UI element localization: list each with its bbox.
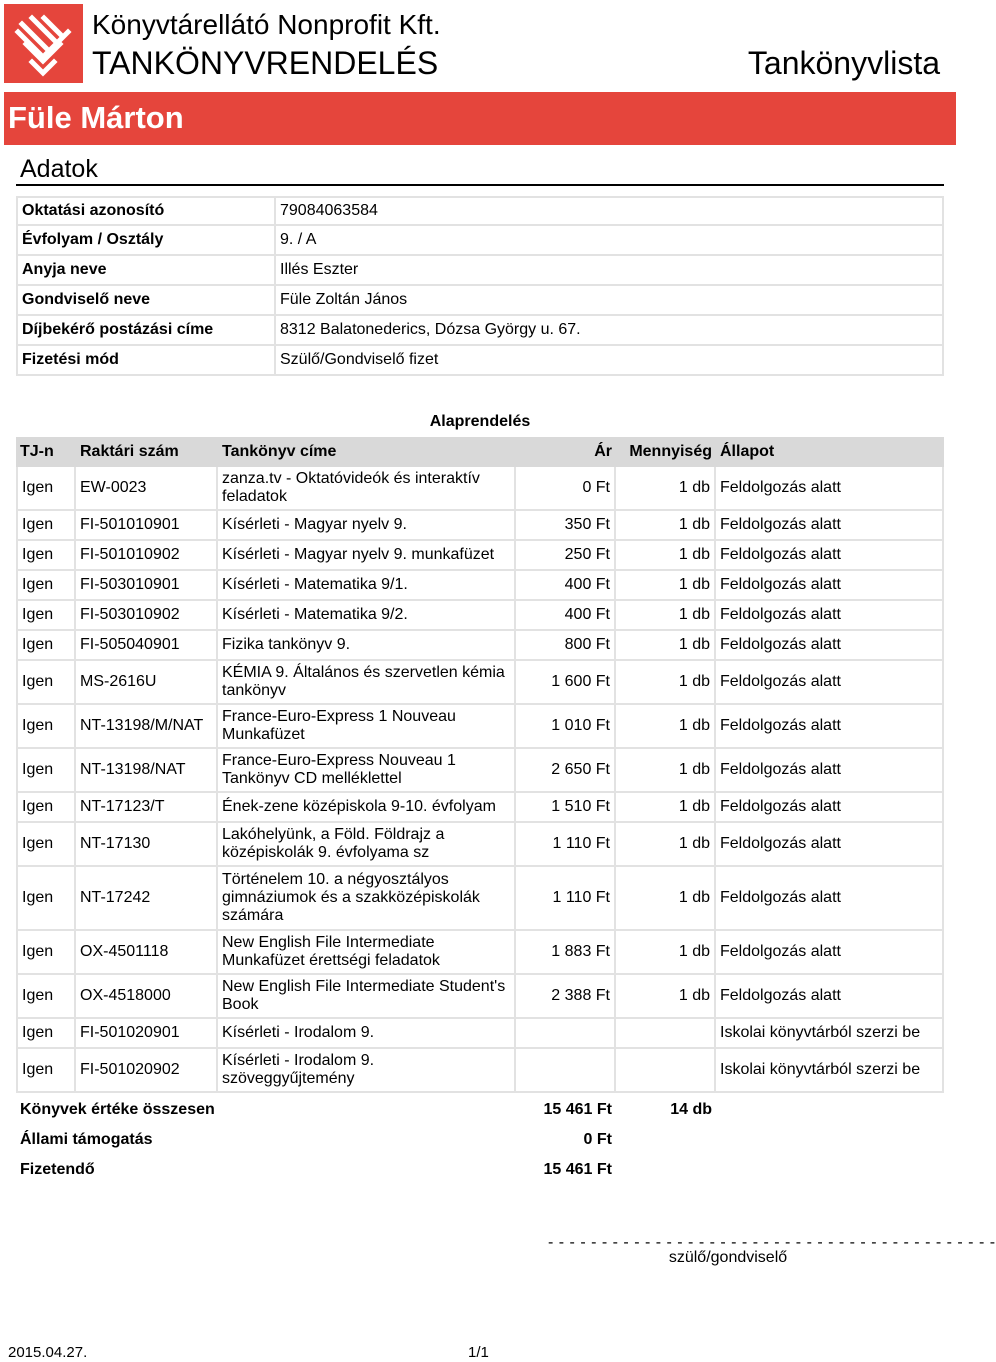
student-name: Füle Márton — [8, 100, 184, 135]
cell-tjn: Igen — [16, 467, 76, 511]
table-row — [16, 931, 944, 975]
cell-status: Feldolgozás alatt — [716, 867, 944, 931]
cell-title: New English File Intermediate Student's Book — [218, 975, 516, 1019]
table-row — [16, 467, 944, 511]
cell-price: 1 883 Ft — [516, 931, 616, 975]
cell-price: 2 388 Ft — [516, 975, 616, 1019]
signature-line: - - - - - - - - - - - - - - - - - - - - - - - - - - - - - - - - - - - - - - - - - - — [548, 1234, 996, 1251]
table-row — [16, 511, 944, 541]
cell-title: Kísérleti - Matematika 9/1. — [218, 571, 516, 601]
cell-title: Kísérleti - Magyar nyelv 9. munkafüzet — [218, 541, 516, 571]
detail-row — [16, 286, 944, 316]
cell-status: Feldolgozás alatt — [716, 571, 944, 601]
detail-value: Illés Eszter — [276, 256, 944, 286]
cell-qty: 1 db — [616, 867, 716, 931]
detail-value: 79084063584 — [276, 196, 944, 226]
total-books-qty: 14 db — [670, 1101, 712, 1118]
detail-value: Szülő/Gondviselő fizet — [276, 346, 944, 376]
cell-tjn: Igen — [16, 601, 76, 631]
cell-status: Feldolgozás alatt — [716, 467, 944, 511]
cell-tjn: Igen — [16, 1049, 76, 1093]
table-row — [16, 601, 944, 631]
footer-page-number: 1/1 — [468, 1344, 489, 1361]
cell-status: Iskolai könyvtárból szerzi be — [716, 1019, 944, 1049]
cell-qty: 1 db — [616, 931, 716, 975]
cell-tjn: Igen — [16, 793, 76, 823]
cell-qty: 1 db — [616, 467, 716, 511]
cell-price: 250 Ft — [516, 541, 616, 571]
cell-code: EW-0023 — [76, 467, 218, 511]
table-row — [16, 823, 944, 867]
detail-label: Anyja neve — [16, 256, 276, 286]
cell-price: 1 110 Ft — [516, 823, 616, 867]
cell-tjn: Igen — [16, 1019, 76, 1049]
table-header-row — [16, 437, 944, 467]
column-header-qty: Mennyiség — [616, 437, 716, 467]
section-divider — [16, 184, 944, 186]
organization-name: Könyvtárellátó Nonprofit Kft. — [92, 9, 441, 40]
student-details-table — [16, 196, 944, 376]
cell-title: Fizika tankönyv 9. — [218, 631, 516, 661]
cell-status: Feldolgozás alatt — [716, 661, 944, 705]
cell-status: Feldolgozás alatt — [716, 631, 944, 661]
cell-code: FI-505040901 — [76, 631, 218, 661]
detail-label: Oktatási azonosító — [16, 196, 276, 226]
cell-status: Feldolgozás alatt — [716, 793, 944, 823]
cell-code: FI-503010902 — [76, 601, 218, 631]
cell-qty: 1 db — [616, 661, 716, 705]
cell-tjn: Igen — [16, 975, 76, 1019]
signature-label: szülő/gondviselő — [668, 1249, 788, 1266]
cell-title: Kísérleti - Irodalom 9. szöveggyűjtemény — [218, 1049, 516, 1093]
cell-code: NT-17130 — [76, 823, 218, 867]
cell-price: 2 650 Ft — [516, 749, 616, 793]
cell-status: Feldolgozás alatt — [716, 511, 944, 541]
cell-qty: 1 db — [616, 705, 716, 749]
cell-qty — [616, 1049, 716, 1093]
cell-price: 1 010 Ft — [516, 705, 616, 749]
cell-qty: 1 db — [616, 975, 716, 1019]
cell-qty: 1 db — [616, 793, 716, 823]
cell-price: 1 110 Ft — [516, 867, 616, 931]
column-header-code: Raktári szám — [76, 437, 218, 467]
logo-mark — [4, 4, 83, 83]
table-row — [16, 541, 944, 571]
cell-title: KÉMIA 9. Általános és szervetlen kémia tankönyv — [218, 661, 516, 705]
cell-qty: 1 db — [616, 601, 716, 631]
detail-row — [16, 316, 944, 346]
detail-row — [16, 196, 944, 226]
cell-qty: 1 db — [616, 541, 716, 571]
cell-code: OX-4518000 — [76, 975, 218, 1019]
cell-code: MS-2616U — [76, 661, 218, 705]
cell-qty: 1 db — [616, 631, 716, 661]
column-header-title: Tankönyv címe — [218, 437, 516, 467]
detail-label: Fizetési mód — [16, 346, 276, 376]
cell-status: Feldolgozás alatt — [716, 975, 944, 1019]
document-title: Tankönyvlista — [747, 45, 940, 81]
detail-value: 8312 Balatonederics, Dózsa György u. 67. — [276, 316, 944, 346]
cell-code: FI-501010902 — [76, 541, 218, 571]
cell-code: NT-13198/NAT — [76, 749, 218, 793]
cell-title: Kísérleti - Irodalom 9. — [218, 1019, 516, 1049]
cell-tjn: Igen — [16, 867, 76, 931]
cell-tjn: Igen — [16, 661, 76, 705]
student-banner — [4, 92, 956, 145]
cell-title: New English File Intermediate Munkafüzet érettségi feladatok — [218, 931, 516, 975]
cell-code: OX-4501118 — [76, 931, 218, 975]
book-order-table — [16, 437, 944, 1093]
cell-title: Történelem 10. a négyosztályos gimnáziumok és a szakközépiskolák számára — [218, 867, 516, 931]
cell-price: 1 600 Ft — [516, 661, 616, 705]
cell-qty: 1 db — [616, 749, 716, 793]
cell-code: FI-503010901 — [76, 571, 218, 601]
cell-title: Lakóhelyünk, a Föld. Földrajz a középiskolák 9. évfolyama sz — [218, 823, 516, 867]
detail-label: Évfolyam / Osztály — [16, 226, 276, 256]
payable-label: Fizetendő — [20, 1161, 95, 1178]
cell-code: FI-501020901 — [76, 1019, 218, 1049]
cell-tjn: Igen — [16, 749, 76, 793]
cell-tjn: Igen — [16, 541, 76, 571]
cell-code: NT-13198/M/NAT — [76, 705, 218, 749]
table-row — [16, 749, 944, 793]
column-header-status: Állapot — [716, 437, 944, 467]
cell-price: 350 Ft — [516, 511, 616, 541]
payable-value: 15 461 Ft — [543, 1161, 612, 1178]
detail-label: Díjbekérő postázási címe — [16, 316, 276, 346]
table-row — [16, 975, 944, 1019]
detail-value: 9. / A — [276, 226, 944, 256]
cell-price: 400 Ft — [516, 601, 616, 631]
cell-title: Ének-zene középiskola 9-10. évfolyam — [218, 793, 516, 823]
cell-status: Feldolgozás alatt — [716, 749, 944, 793]
cell-price: 400 Ft — [516, 571, 616, 601]
cell-title: Kísérleti - Magyar nyelv 9. — [218, 511, 516, 541]
totals-table — [16, 1095, 944, 1185]
cell-tjn: Igen — [16, 823, 76, 867]
cell-tjn: Igen — [16, 511, 76, 541]
total-books-row — [16, 1095, 944, 1125]
order-caption: Alaprendelés — [429, 413, 531, 430]
table-row — [16, 1019, 944, 1049]
cell-qty: 1 db — [616, 511, 716, 541]
kello-logo-icon — [4, 4, 83, 83]
cell-price — [516, 1049, 616, 1093]
table-row — [16, 631, 944, 661]
cell-code: NT-17123/T — [76, 793, 218, 823]
cell-title: France-Euro-Express 1 Nouveau Munkafüzet — [218, 705, 516, 749]
detail-value: Füle Zoltán János — [276, 286, 944, 316]
state-support-row — [16, 1125, 944, 1155]
cell-price: 1 510 Ft — [516, 793, 616, 823]
cell-tjn: Igen — [16, 705, 76, 749]
cell-price: 800 Ft — [516, 631, 616, 661]
cell-code: FI-501020902 — [76, 1049, 218, 1093]
cell-price — [516, 1019, 616, 1049]
details-section-title: Adatok — [20, 155, 98, 183]
table-row — [16, 793, 944, 823]
cell-tjn: Igen — [16, 931, 76, 975]
state-support-value: 0 Ft — [583, 1131, 612, 1148]
cell-qty: 1 db — [616, 823, 716, 867]
cell-title: zanza.tv - Oktatóvideók és interaktív feladatok — [218, 467, 516, 511]
total-books-value: 15 461 Ft — [543, 1101, 612, 1118]
cell-price: 0 Ft — [516, 467, 616, 511]
detail-label: Gondviselő neve — [16, 286, 276, 316]
table-row — [16, 1049, 944, 1093]
cell-qty: 1 db — [616, 571, 716, 601]
cell-title: France-Euro-Express Nouveau 1 Tankönyv CD melléklettel — [218, 749, 516, 793]
cell-status: Feldolgozás alatt — [716, 541, 944, 571]
cell-qty — [616, 1019, 716, 1049]
state-support-label: Állami támogatás — [20, 1131, 153, 1148]
detail-row — [16, 256, 944, 286]
payable-row — [16, 1155, 944, 1185]
cell-tjn: Igen — [16, 571, 76, 601]
cell-status: Feldolgozás alatt — [716, 931, 944, 975]
total-books-label: Könyvek értéke összesen — [20, 1101, 215, 1118]
table-row — [16, 705, 944, 749]
cell-status: Feldolgozás alatt — [716, 823, 944, 867]
cell-tjn: Igen — [16, 631, 76, 661]
cell-code: FI-501010901 — [76, 511, 218, 541]
cell-status: Iskolai könyvtárból szerzi be — [716, 1049, 944, 1093]
table-row — [16, 661, 944, 705]
detail-row — [16, 346, 944, 376]
document-type: TANKÖNYVRENDELÉS — [92, 45, 439, 81]
detail-row — [16, 226, 944, 256]
column-header-tjn: TJ-n — [16, 437, 76, 467]
table-row — [16, 867, 944, 931]
cell-status: Feldolgozás alatt — [716, 601, 944, 631]
cell-title: Kísérleti - Matematika 9/2. — [218, 601, 516, 631]
cell-status: Feldolgozás alatt — [716, 705, 944, 749]
column-header-price: Ár — [516, 437, 616, 467]
table-row — [16, 571, 944, 601]
cell-code: NT-17242 — [76, 867, 218, 931]
footer-date: 2015.04.27. — [8, 1344, 88, 1361]
